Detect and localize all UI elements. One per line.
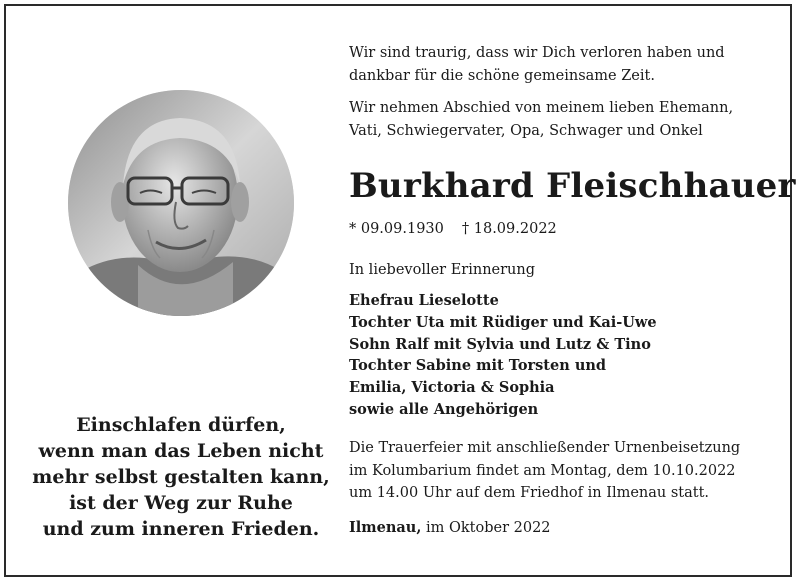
family-member: sowie alle Angehörigen [349, 400, 539, 418]
family-member: Tochter Uta mit Rüdiger und Kai-Uwe [349, 313, 657, 331]
intro-line: Wir sind traurig, dass wir Dich verloren haben und [349, 45, 725, 61]
birth-date: * 09.09.1930 [349, 221, 444, 237]
ceremony-line: Die Trauerfeier mit anschließender Urnenbeisetzung [349, 440, 741, 456]
portrait-image [68, 90, 294, 316]
farewell-line: Vati, Schwiegervater, Opa, Schwager und Onkel [349, 122, 703, 139]
signoff-date: im Oktober 2022 [421, 520, 551, 536]
ceremony-line: um 14.00 Uhr auf dem Friedhof in Ilmenau statt. [349, 485, 710, 501]
quote-line: wenn man das Leben nicht [38, 440, 324, 462]
quote-line: und zum inneren Frieden. [42, 518, 320, 540]
farewell-quote [26, 412, 336, 542]
family-list [349, 290, 657, 421]
ceremony-line: im Kolumbarium findet am Montag, dem 10.10.2022 [349, 462, 736, 479]
obituary-card [4, 4, 796, 577]
deceased-name: Burkhard Fleischhauer [349, 166, 796, 206]
intro-line: dankbar für die schöne gemeinsame Zeit. [349, 67, 655, 84]
family-member: Emilia, Victoria & Sophia [349, 379, 555, 397]
family-member: Sohn Ralf mit Sylvia und Lutz & Tino [349, 335, 651, 353]
intro-text [349, 42, 725, 87]
life-dates [349, 221, 557, 237]
ceremony-info [349, 437, 740, 505]
memory-line: In liebevoller Erinnerung [349, 262, 536, 278]
portrait-photo [68, 90, 294, 316]
farewell-line: Wir nehmen Abschied von meinem lieben Ehemann, [349, 100, 734, 116]
quote-line: mehr selbst gestalten kann, [32, 466, 330, 488]
family-member: Tochter Sabine mit Torsten und [349, 357, 607, 375]
quote-line: ist der Weg zur Ruhe [69, 492, 293, 514]
family-member: Ehefrau Lieselotte [349, 292, 499, 309]
signoff [349, 517, 551, 540]
farewell-text [349, 97, 733, 142]
quote-line: Einschlafen dürfen, [76, 414, 286, 436]
death-date: † 18.09.2022 [461, 221, 557, 237]
signoff-place: Ilmenau, [349, 519, 422, 536]
